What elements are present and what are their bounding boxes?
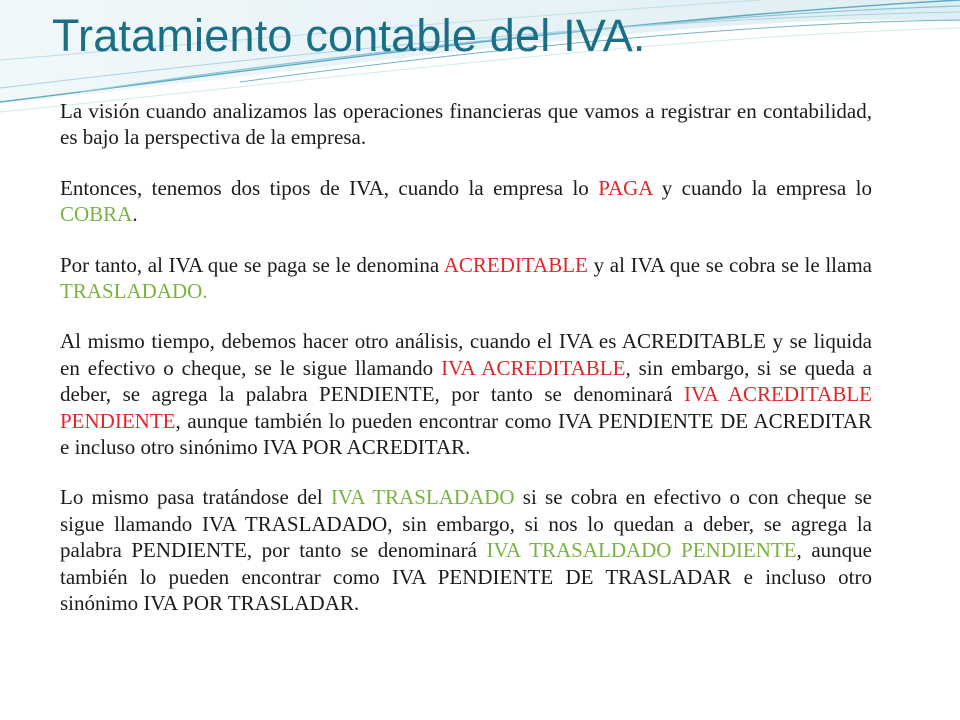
paragraph-iva-types (60, 175, 872, 228)
slide-body (60, 98, 872, 617)
paragraph-text: , aunque también lo pueden encontrar como IVA PENDIENTE DE TRASLADAR e incluso otro sinónimo IVA POR TRASLADAR. (60, 538, 872, 616)
highlight-iva-trasaldado-pendiente: IVA TRASALDADO PENDIENTE (486, 538, 797, 563)
paragraph-denominations (60, 252, 872, 305)
highlight-cobra: COBRA (60, 202, 133, 227)
highlight-acreditable: ACREDITABLE (443, 252, 588, 277)
highlight-paga: PAGA (598, 175, 653, 200)
highlight-trasladado: TRASLADADO. (60, 279, 208, 304)
paragraph-acreditable-pendiente (60, 328, 872, 460)
paragraph-trasladado-pendiente (60, 484, 872, 616)
paragraph-text: Entonces, tenemos dos tipos de IVA, cuando la empresa lo (60, 175, 599, 200)
paragraph-text: si se cobra en efectivo o con cheque se sigue llamando IVA TRASLADADO, sin embargo, si nos lo quedan a deber, se agrega la palabra PENDIENTE, por tanto se denominará (60, 485, 872, 563)
highlight-iva-acreditable-pendiente: IVA ACREDITABLE PENDIENTE (60, 382, 872, 433)
paragraph-text: Al mismo tiempo, debemos hacer otro análisis, cuando el IVA es ACREDITABLE y se liquida en efectivo o cheque, se le sigue llamando (60, 329, 872, 380)
highlight-iva-acreditable: IVA ACREDITABLE (441, 355, 626, 380)
paragraph-text: Lo mismo pasa tratándose del (60, 485, 331, 510)
paragraph-text: , sin embargo, si se queda a deber, se agrega la palabra PENDIENTE, por tanto se denominará (60, 355, 872, 407)
paragraph-text: , aunque también lo pueden encontrar como IVA PENDIENTE DE ACREDITAR e incluso otro sinónimo IVA POR ACREDITAR. (60, 408, 872, 460)
paragraph-text: Por tanto, al IVA que se paga se le denomina (60, 252, 444, 277)
slide-title: Tratamiento contable del IVA. (52, 10, 646, 61)
paragraph-text: y cuando la empresa lo (652, 175, 872, 200)
paragraph-perspective (60, 98, 872, 151)
paragraph-text: La visión cuando analizamos las operaciones financieras que vamos a registrar en contabilidad, es bajo la perspectiva de la empresa. (60, 99, 872, 150)
paragraph-text: y al IVA que se cobra se le llama (587, 252, 872, 277)
paragraph-text: . (132, 202, 138, 227)
highlight-iva-trasladado: IVA TRASLADADO (330, 485, 515, 510)
